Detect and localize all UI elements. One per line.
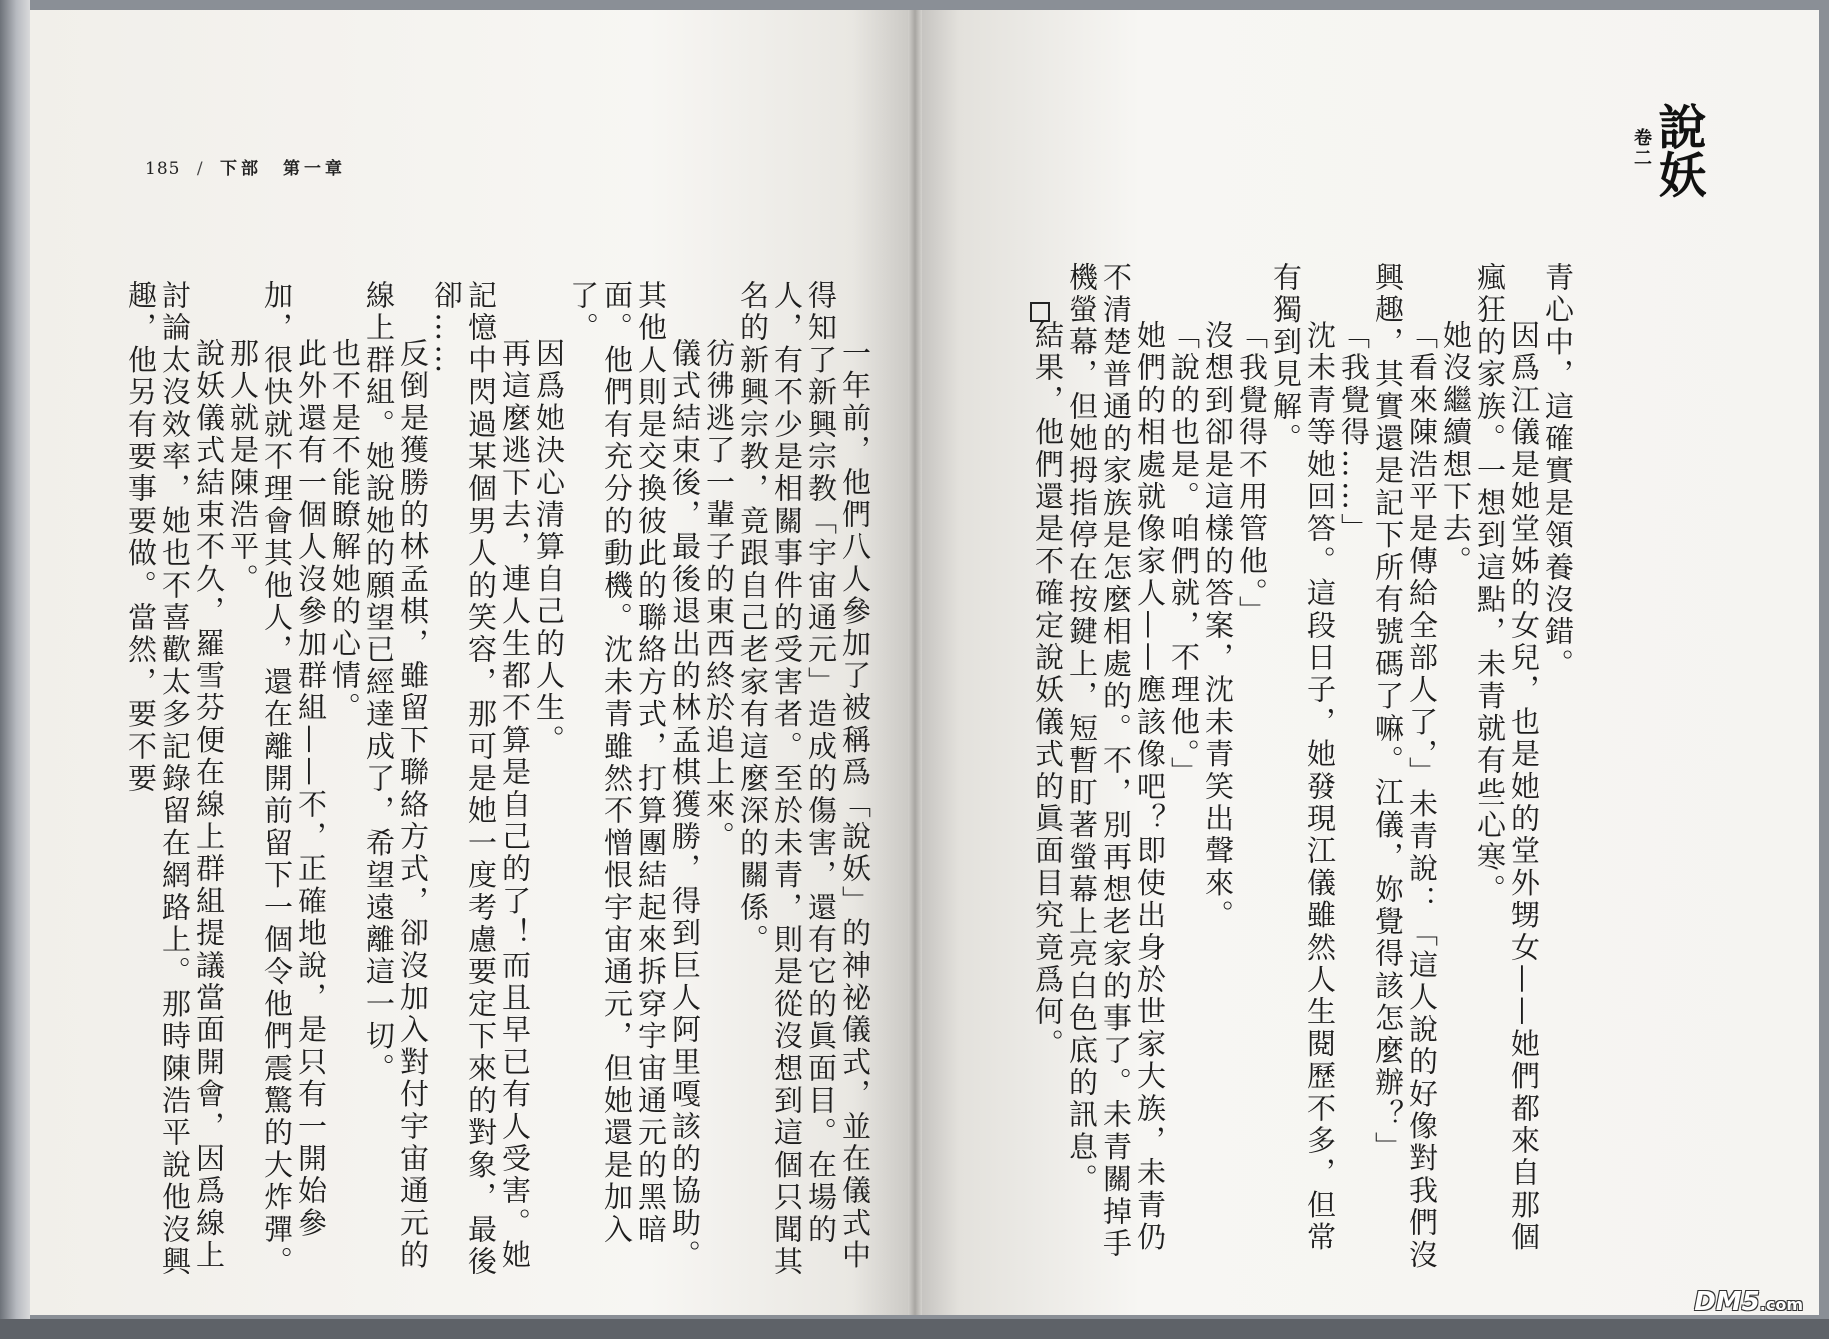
left-page-text <box>124 280 872 1280</box>
watermark-brand: DM5 <box>1694 1287 1760 1317</box>
watermark-suffix: .com <box>1759 1295 1803 1314</box>
running-title: 下部 第一章 <box>220 159 346 179</box>
book-edge <box>0 0 30 1339</box>
running-head-separator: / <box>196 159 204 179</box>
logo-title: 說妖 <box>1650 102 1706 198</box>
paragraph: 沒想到卻是這樣的答案，沈未青笑出聲來。 <box>1201 320 1235 932</box>
paragraph: 「看來陳浩平是傳給全部人了，」未青說：「這人說的好像對我們沒興趣，其實還是記下所有號碼了嘛。江儀，妳覺得該怎麼辦？」 <box>1371 262 1439 1272</box>
running-head <box>145 154 346 179</box>
paragraph: 反倒是獲勝的林孟棋，雖留下聯絡方式，卻沒加入對付宇宙通元的線上群組。她說她的願望已經達成了，希望遠離這一切。 <box>362 280 430 1272</box>
right-page-text <box>1030 262 1575 1282</box>
paragraph: 說妖儀式結束不久，羅雪芬便在線上群組提議當面開會，因爲線上討論太沒效率，她也不喜歡太多記錄留在網路上。那時陳浩平說他沒興趣，他另有要事要做。當然，要不要 <box>124 280 226 1279</box>
book-gutter <box>908 10 922 1315</box>
paragraph: 因爲她決心清算自己的人生。 <box>532 338 566 757</box>
paragraph: 「我覺得不用管他。」 <box>1235 320 1269 628</box>
page-number: 185 <box>145 159 181 179</box>
site-watermark <box>1694 1287 1803 1317</box>
paragraph: 再這麼逃下去，連人生都不算是自己的了！而且早已有人受害。她記憶中閃過某個男人的笑容，那可是她一度考慮要定下來的對象，最後卻…… <box>430 280 532 1279</box>
book-logo <box>1631 100 1712 220</box>
paragraph: 沈未青等她回答。這段日子，她發現江儀雖然人生閱歷不多，但常有獨到見解。 <box>1269 262 1337 1254</box>
paragraph: 「說的也是。咱們就，不理他。」 <box>1167 320 1201 789</box>
paragraph: 她沒繼續想下去。 <box>1439 320 1473 578</box>
paragraph: 儀式結束後，最後退出的林孟棋獲勝，得到巨人阿里嘎該的協助。其他人則是交換彼此的聯絡方式，打算團結起來拆穿宇宙通元的黑暗面。他們有充分的動機。沈未青雖然不憎恨宇宙通元，但她還是加入了。 <box>566 280 702 1272</box>
paragraph: 她們的相處就像家人——應該像吧？即使出身於世家大族，未青仍不清楚普通的家族是怎麼相處的。不，別再想老家的事了。未青關掉手機螢幕，但她拇指停在按鍵上，短暫盯著螢幕上亮白色底的訊息。 <box>1065 262 1167 1261</box>
paragraph: 因爲江儀是她堂姊的女兒，也是她的堂外甥女——她們都來自那個瘋狂的家族。一想到這點，未青就有些心寒。 <box>1473 262 1541 1254</box>
paragraph: 一年前，他們八人參加了被稱爲「說妖」的神祕儀式，並在儀式中得知了新興宗教「宇宙通元」造成的傷害，還有它的眞面目。在場的人，有不少是相關事件的受害者。至於未青，則是從沒想到這個只聞其名的新興宗教，竟跟自己老家有這麼深的關係。 <box>736 280 872 1279</box>
paragraph: 「我覺得……」 <box>1337 320 1371 546</box>
volume-label: 卷二 <box>1631 128 1652 168</box>
paragraph: 青心中，這確實是領養沒錯。 <box>1541 262 1575 681</box>
paragraph: 那人就是陳浩平。 <box>226 338 260 596</box>
paragraph: 此外還有一個人沒參加群組——不，正確地說，是只有一開始參加，很快就不理會其他人，還在離開前留下一個令他們震驚的大炸彈。 <box>260 280 328 1279</box>
paragraph: 彷彿逃了一輩子的東西終於追上來。 <box>702 338 736 854</box>
paragraph: 結果，他們還是不確定說妖儀式的眞面目究竟爲何。 <box>1031 320 1065 1061</box>
paragraph: 也不是不能瞭解她的心情。 <box>328 338 362 725</box>
scan-bottom-border <box>0 1319 1829 1339</box>
